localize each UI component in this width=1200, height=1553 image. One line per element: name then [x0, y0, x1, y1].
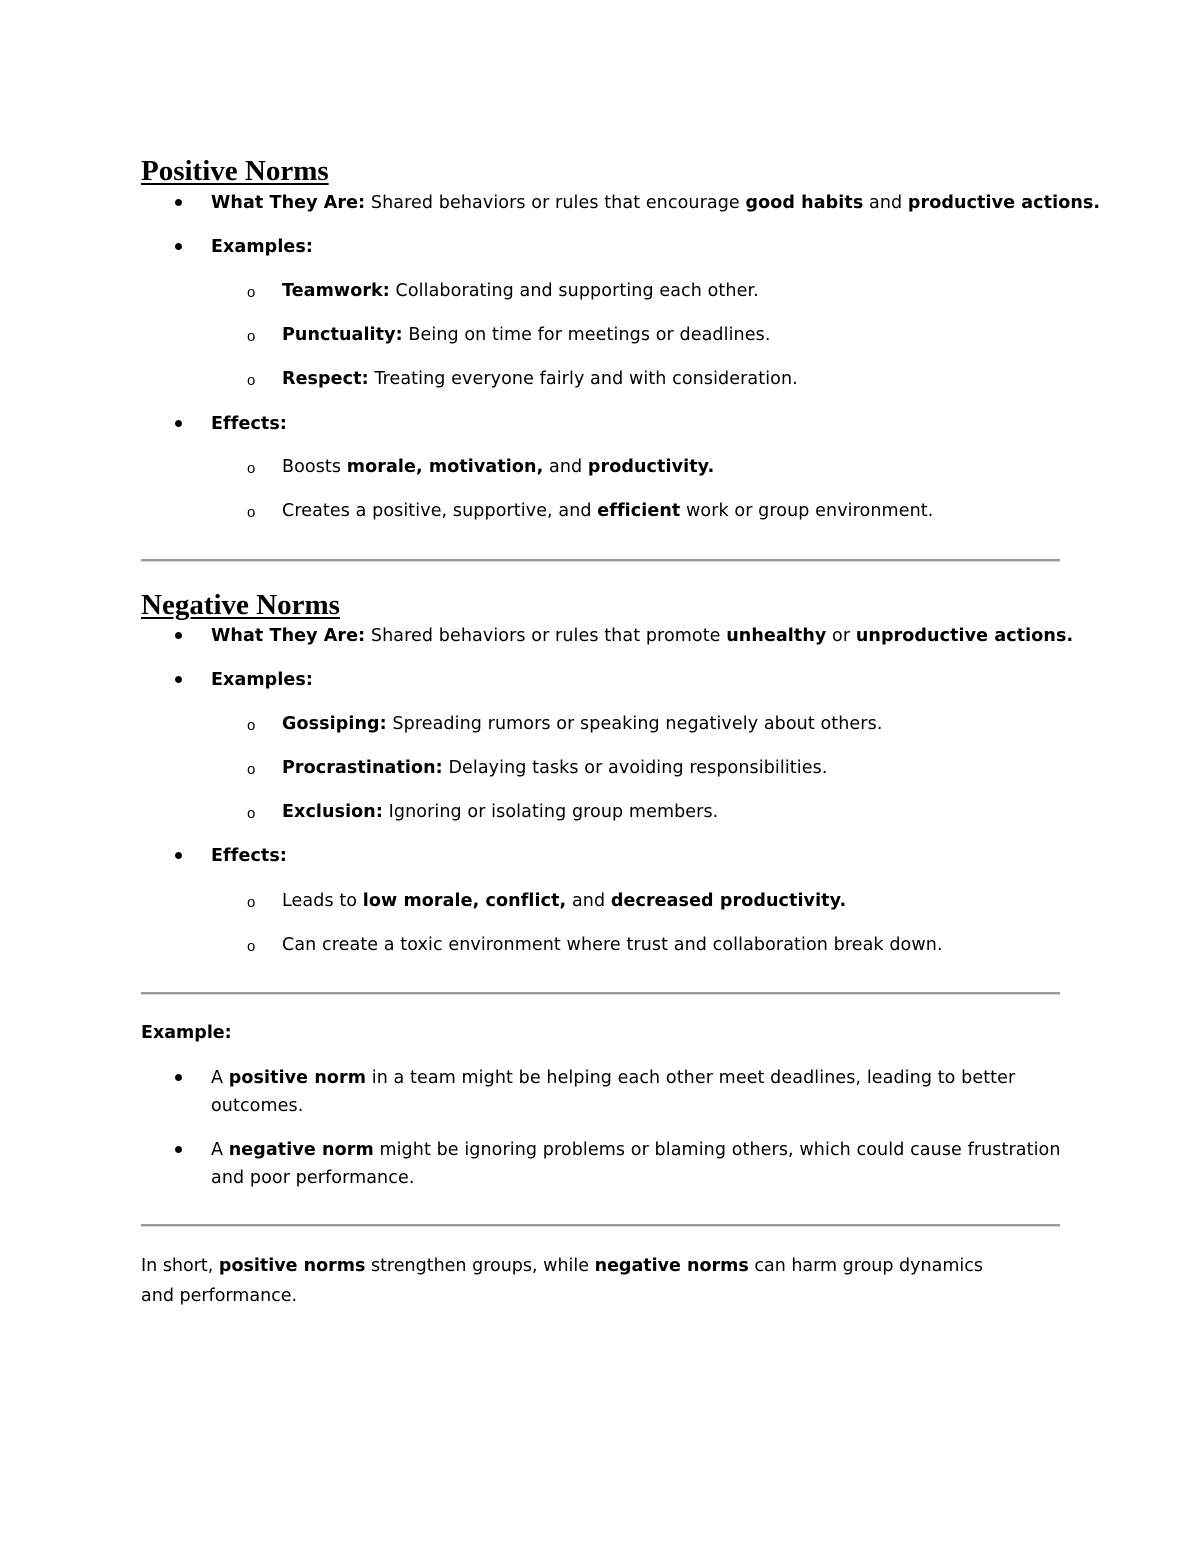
- negative-effects-label: [211, 845, 287, 867]
- text: Shared behaviors or rules that promote: [365, 626, 727, 646]
- horizontal-rule: [141, 1224, 1060, 1227]
- text: Boosts: [282, 457, 347, 477]
- term: Exclusion:: [282, 802, 383, 822]
- text: Creates a positive, supportive, and: [282, 501, 598, 521]
- negative-example-item: [282, 713, 882, 735]
- emphasis: good habits: [745, 193, 864, 213]
- bullet: [175, 1146, 182, 1153]
- positive-example-item: [282, 280, 759, 302]
- circle-marker: o: [247, 284, 256, 301]
- horizontal-rule: [141, 992, 1060, 995]
- positive-norms-heading: Positive Norms: [141, 155, 329, 187]
- text: A: [211, 1140, 229, 1160]
- emphasis: positive norms: [218, 1256, 366, 1276]
- text: or: [826, 626, 856, 646]
- circle-marker: o: [247, 717, 256, 734]
- circle-marker: o: [247, 460, 256, 477]
- emphasis: decreased productivity.: [610, 891, 847, 911]
- label: Example:: [141, 1023, 232, 1043]
- term: Gossiping:: [282, 714, 387, 734]
- text: strengthen groups, while: [365, 1256, 595, 1276]
- circle-marker: o: [247, 504, 256, 521]
- circle-marker: o: [247, 805, 256, 822]
- negative-effect-item: [282, 934, 943, 956]
- positive-effect-item: [282, 500, 933, 522]
- bullet: [175, 243, 182, 250]
- text: can harm group dynamics and performance.: [141, 1256, 983, 1306]
- text: might be ignoring problems or blaming others, which could cause frustration and poor performance.: [211, 1140, 1061, 1188]
- emphasis: morale, motivation,: [346, 457, 544, 477]
- negative-example-item: [282, 801, 718, 823]
- text: Leads to: [282, 891, 363, 911]
- example-positive-item: [211, 1064, 1051, 1120]
- emphasis: negative norms: [594, 1256, 749, 1276]
- description: Treating everyone fairly and with consideration.: [368, 369, 798, 389]
- term: Punctuality:: [282, 325, 403, 345]
- bullet: [175, 1074, 182, 1081]
- text: Can create a toxic environment where trust and collaboration break down.: [282, 935, 943, 955]
- term: Procrastination:: [282, 758, 443, 778]
- term: Respect:: [282, 369, 369, 389]
- horizontal-rule: [141, 559, 1060, 562]
- emphasis: low morale, conflict,: [362, 891, 567, 911]
- bullet: [175, 852, 182, 859]
- text: In short,: [141, 1256, 219, 1276]
- emphasis: productive actions.: [907, 193, 1101, 213]
- positive-effects-label: [211, 413, 287, 435]
- positive-examples-label: [211, 236, 313, 258]
- positive-example-item: [282, 368, 798, 390]
- negative-examples-label: [211, 669, 313, 691]
- bullet: [175, 420, 182, 427]
- bullet: [175, 676, 182, 683]
- negative-norms-heading: Negative Norms: [141, 589, 340, 621]
- negative-what-they-are: [211, 625, 1073, 647]
- text: in a team might be helping each other meet deadlines, leading to better outcomes.: [211, 1068, 1016, 1116]
- description: Delaying tasks or avoiding responsibilities.: [442, 758, 828, 778]
- emphasis: efficient: [597, 501, 681, 521]
- emphasis: unhealthy: [726, 626, 827, 646]
- bullet: [175, 632, 182, 639]
- emphasis: positive norm: [228, 1068, 367, 1088]
- circle-marker: o: [247, 894, 256, 911]
- label: What They Are:: [211, 626, 366, 646]
- text: Shared behaviors or rules that encourage: [365, 193, 746, 213]
- description: Being on time for meetings or deadlines.: [402, 325, 771, 345]
- term: Teamwork:: [282, 281, 390, 301]
- circle-marker: o: [247, 938, 256, 955]
- description: Collaborating and supporting each other.: [389, 281, 759, 301]
- description: Ignoring or isolating group members.: [382, 802, 719, 822]
- positive-what-they-are: [211, 192, 1100, 214]
- text: work or group environment.: [680, 501, 934, 521]
- summary-paragraph: [141, 1251, 1021, 1311]
- example-negative-item: [211, 1136, 1061, 1192]
- example-label: [141, 1022, 232, 1044]
- label: Effects:: [211, 414, 288, 434]
- label: Effects:: [211, 846, 288, 866]
- positive-effect-item: [282, 456, 714, 478]
- description: Spreading rumors or speaking negatively about others.: [386, 714, 883, 734]
- label: What They Are:: [211, 193, 366, 213]
- negative-example-item: [282, 757, 827, 779]
- emphasis: negative norm: [228, 1140, 374, 1160]
- text: and: [543, 457, 588, 477]
- label: Examples:: [211, 237, 313, 257]
- circle-marker: o: [247, 761, 256, 778]
- bullet: [175, 199, 182, 206]
- circle-marker: o: [247, 372, 256, 389]
- label: Examples:: [211, 670, 313, 690]
- text: and: [566, 891, 611, 911]
- negative-effect-item: [282, 890, 846, 912]
- positive-example-item: [282, 324, 770, 346]
- circle-marker: o: [247, 328, 256, 345]
- text: and: [863, 193, 908, 213]
- emphasis: unproductive actions.: [855, 626, 1074, 646]
- emphasis: productivity.: [587, 457, 715, 477]
- text: A: [211, 1068, 229, 1088]
